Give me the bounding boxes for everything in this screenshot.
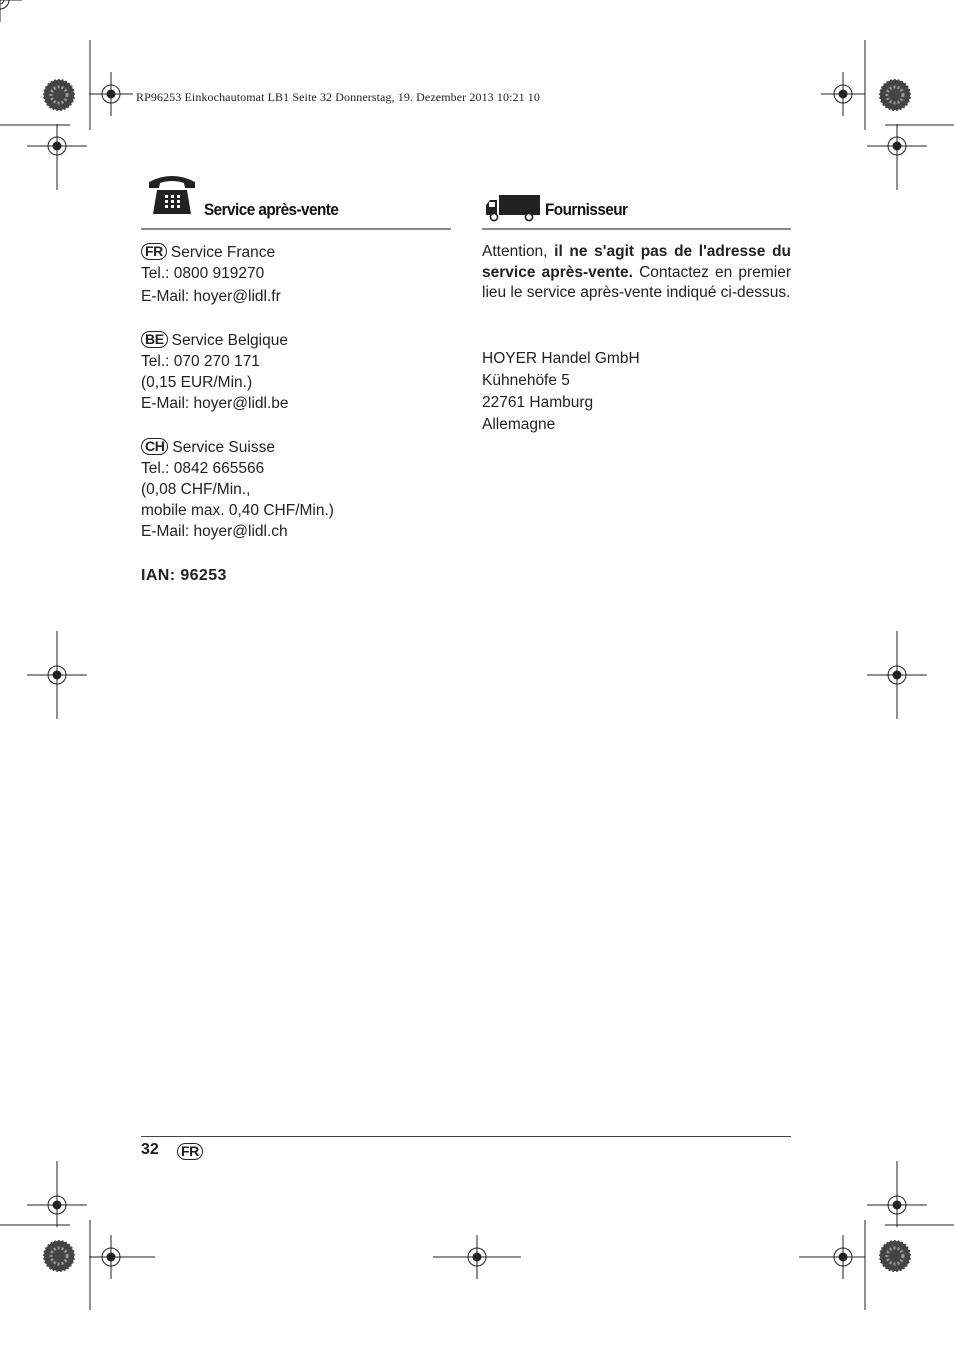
service-name: Service France	[170, 244, 276, 261]
service-name: Service Belgique	[171, 332, 288, 349]
service-rate-mobile: mobile max. 0,40 CHF/Min.)	[141, 502, 334, 519]
service-email: E-Mail: hoyer@lidl.ch	[141, 523, 288, 540]
country-badge-fr: FR	[141, 243, 167, 260]
country-badge-fr-footer: FR	[177, 1143, 203, 1160]
service-rate: (0,08 CHF/Min.,	[141, 481, 251, 498]
address-line: Kühnehöfe 5	[482, 372, 570, 389]
country-badge-ch: CH	[141, 438, 168, 455]
ian-number: IAN: 96253	[141, 567, 227, 584]
notice-prefix: Attention,	[482, 243, 555, 260]
service-phone: Tel.: 0800 919270	[141, 265, 265, 282]
address-line: Allemagne	[482, 416, 556, 433]
service-name: Service Suisse	[172, 439, 275, 456]
service-section-title: Service après-vente	[204, 200, 339, 219]
country-badge-be: BE	[141, 331, 168, 348]
service-email: E-Mail: hoyer@lidl.be	[141, 395, 289, 412]
service-phone: Tel.: 0842 665566	[141, 460, 265, 477]
address-line: HOYER Handel GmbH	[482, 350, 640, 367]
page-number: 32	[141, 1141, 159, 1158]
address-line: 22761 Hamburg	[482, 394, 594, 411]
service-phone: Tel.: 070 270 171	[141, 353, 260, 370]
service-rate: (0,15 EUR/Min.)	[141, 374, 253, 391]
supplier-section-title: Fournisseur	[545, 200, 628, 219]
print-slug-line: RP96253 Einkochautomat LB1 Seite 32 Donnerstag, 19. Dezember 2013 10:21 10	[136, 90, 541, 104]
service-email: E-Mail: hoyer@lidl.fr	[141, 288, 281, 305]
notice-warning: il ne s'agit pas de l'adresse du service après-vente.	[482, 243, 792, 281]
notice-suffix: Contactez en premier lieu le service après-vente indiqué ci-dessus.	[482, 263, 791, 301]
